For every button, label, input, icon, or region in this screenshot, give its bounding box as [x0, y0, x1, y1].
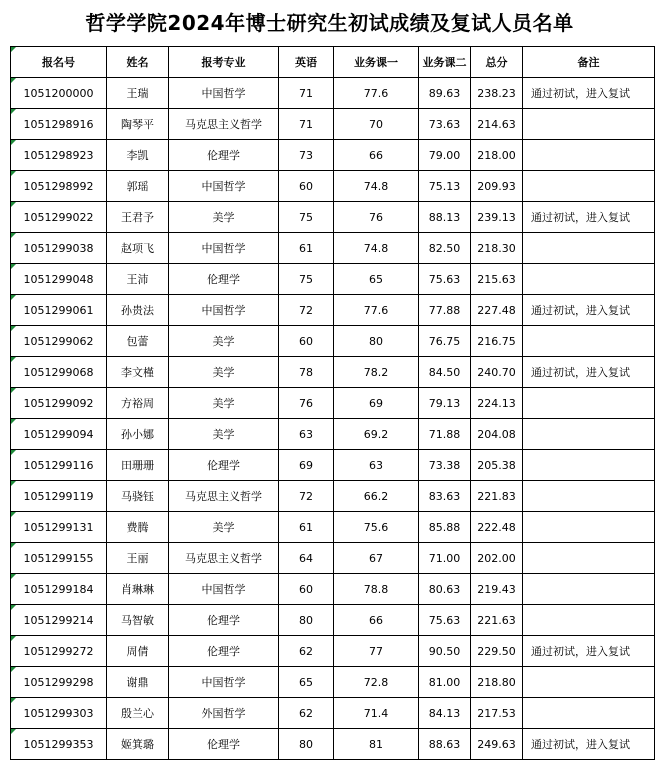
- english-cell[interactable]: 72: [279, 295, 334, 326]
- total-cell[interactable]: 202.00: [471, 543, 523, 574]
- error-indicator-icon: [11, 481, 16, 486]
- course1-cell[interactable]: 76: [334, 202, 419, 233]
- course2-cell[interactable]: 82.50: [419, 233, 471, 264]
- note-cell[interactable]: [523, 419, 655, 450]
- note-cell[interactable]: 通过初试，进入复试: [523, 78, 655, 109]
- reg-number-cell[interactable]: [11, 605, 107, 636]
- total-cell[interactable]: 214.63: [471, 109, 523, 140]
- course1-cell[interactable]: 80: [334, 326, 419, 357]
- major-cell[interactable]: 伦理学: [169, 140, 279, 171]
- note-cell[interactable]: 通过初试，进入复试: [523, 357, 655, 388]
- error-indicator-icon: [11, 140, 16, 145]
- course1-cell[interactable]: 75.6: [334, 512, 419, 543]
- reg-number-cell[interactable]: [11, 729, 107, 760]
- english-cell[interactable]: 80: [279, 729, 334, 760]
- note-cell[interactable]: [523, 388, 655, 419]
- name-cell[interactable]: 王瑞: [107, 78, 169, 109]
- course1-cell[interactable]: 65: [334, 264, 419, 295]
- major-cell[interactable]: 美学: [169, 419, 279, 450]
- name-cell[interactable]: 李文槿: [107, 357, 169, 388]
- cell-text: 1051299119: [23, 489, 94, 503]
- course1-cell[interactable]: 63: [334, 450, 419, 481]
- table-row[interactable]: [11, 543, 655, 574]
- total-cell[interactable]: 222.48: [471, 512, 523, 543]
- name-cell[interactable]: 方裕周: [107, 388, 169, 419]
- total-cell[interactable]: 227.48: [471, 295, 523, 326]
- error-indicator-icon: [11, 636, 16, 641]
- table-row[interactable]: [11, 636, 655, 667]
- total-cell[interactable]: 240.70: [471, 357, 523, 388]
- table-row[interactable]: [11, 419, 655, 450]
- table-row[interactable]: [11, 512, 655, 543]
- table-body: [11, 78, 655, 760]
- reg-number-cell[interactable]: [11, 109, 107, 140]
- error-indicator-icon: [11, 698, 16, 703]
- error-indicator-icon: [11, 233, 16, 238]
- english-cell[interactable]: 76: [279, 388, 334, 419]
- reg-number-cell[interactable]: [11, 326, 107, 357]
- major-cell[interactable]: 美学: [169, 357, 279, 388]
- course1-cell[interactable]: 74.8: [334, 233, 419, 264]
- cell-text: 1051299068: [23, 365, 94, 379]
- cell-text: 1051299062: [23, 334, 94, 348]
- total-cell[interactable]: 218.30: [471, 233, 523, 264]
- name-cell[interactable]: 王君予: [107, 202, 169, 233]
- cell-text: 1051299155: [23, 551, 94, 565]
- cell-text: 1051299298: [23, 675, 94, 689]
- error-indicator-icon: [11, 202, 16, 207]
- column-header[interactable]: 英语: [279, 47, 334, 78]
- name-cell[interactable]: 王沛: [107, 264, 169, 295]
- table-row[interactable]: [11, 450, 655, 481]
- page-title: 哲学学院2024年博士研究生初试成绩及复试人员名单: [85, 11, 574, 35]
- table-row[interactable]: [11, 574, 655, 605]
- name-cell[interactable]: 马骁钰: [107, 481, 169, 512]
- error-indicator-icon: [11, 667, 16, 672]
- english-cell[interactable]: 62: [279, 636, 334, 667]
- reg-number-cell[interactable]: [11, 171, 107, 202]
- course2-cell[interactable]: 88.13: [419, 202, 471, 233]
- note-cell[interactable]: [523, 233, 655, 264]
- course1-cell[interactable]: 81: [334, 729, 419, 760]
- table-row[interactable]: [11, 605, 655, 636]
- major-cell[interactable]: 马克思主义哲学: [169, 109, 279, 140]
- column-header[interactable]: 备注: [523, 47, 655, 78]
- error-indicator-icon: [11, 574, 16, 579]
- name-cell[interactable]: 马智敏: [107, 605, 169, 636]
- note-cell[interactable]: [523, 481, 655, 512]
- table-row[interactable]: [11, 698, 655, 729]
- course1-cell[interactable]: 78.8: [334, 574, 419, 605]
- name-cell[interactable]: 谢鼎: [107, 667, 169, 698]
- english-cell[interactable]: 69: [279, 450, 334, 481]
- total-cell[interactable]: 218.80: [471, 667, 523, 698]
- course2-cell[interactable]: 84.50: [419, 357, 471, 388]
- total-cell[interactable]: 238.23: [471, 78, 523, 109]
- note-cell[interactable]: [523, 264, 655, 295]
- reg-number-cell[interactable]: [11, 512, 107, 543]
- table-row[interactable]: [11, 202, 655, 233]
- total-cell[interactable]: 216.75: [471, 326, 523, 357]
- course2-cell[interactable]: 73.63: [419, 109, 471, 140]
- total-cell[interactable]: 217.53: [471, 698, 523, 729]
- major-cell[interactable]: 中国哲学: [169, 295, 279, 326]
- error-indicator-icon: [11, 171, 16, 176]
- major-cell[interactable]: 外国哲学: [169, 698, 279, 729]
- total-cell[interactable]: 224.13: [471, 388, 523, 419]
- error-indicator-icon: [11, 295, 16, 300]
- name-cell[interactable]: 王丽: [107, 543, 169, 574]
- reg-number-cell[interactable]: [11, 357, 107, 388]
- name-cell[interactable]: 孙小娜: [107, 419, 169, 450]
- cell-text: 1051299131: [23, 520, 94, 534]
- total-cell[interactable]: 215.63: [471, 264, 523, 295]
- english-cell[interactable]: 65: [279, 667, 334, 698]
- reg-number-cell[interactable]: [11, 233, 107, 264]
- course2-cell[interactable]: 75.13: [419, 171, 471, 202]
- cell-text: 1051299061: [23, 303, 94, 317]
- note-cell[interactable]: 通过初试，进入复试: [523, 295, 655, 326]
- table-row[interactable]: [11, 78, 655, 109]
- course2-cell[interactable]: 71.00: [419, 543, 471, 574]
- error-indicator-icon: [11, 512, 16, 517]
- english-cell[interactable]: 60: [279, 171, 334, 202]
- cell-text: 1051299094: [23, 427, 94, 441]
- total-cell[interactable]: 204.08: [471, 419, 523, 450]
- total-cell[interactable]: 205.38: [471, 450, 523, 481]
- reg-number-cell[interactable]: [11, 295, 107, 326]
- major-cell[interactable]: 中国哲学: [169, 78, 279, 109]
- note-cell[interactable]: [523, 543, 655, 574]
- course2-cell[interactable]: 90.50: [419, 636, 471, 667]
- english-cell[interactable]: 61: [279, 233, 334, 264]
- total-cell[interactable]: 229.50: [471, 636, 523, 667]
- major-cell[interactable]: 伦理学: [169, 450, 279, 481]
- major-cell[interactable]: 美学: [169, 326, 279, 357]
- total-cell[interactable]: 221.63: [471, 605, 523, 636]
- error-indicator-icon: [11, 47, 16, 52]
- course2-cell[interactable]: 71.88: [419, 419, 471, 450]
- note-cell[interactable]: 通过初试，进入复试: [523, 202, 655, 233]
- english-cell[interactable]: 60: [279, 326, 334, 357]
- error-indicator-icon: [11, 78, 16, 83]
- reg-number-cell[interactable]: [11, 78, 107, 109]
- cell-text: 1051298992: [23, 179, 94, 193]
- course1-cell[interactable]: 72.8: [334, 667, 419, 698]
- note-cell[interactable]: [523, 574, 655, 605]
- english-cell[interactable]: 73: [279, 140, 334, 171]
- english-cell[interactable]: 72: [279, 481, 334, 512]
- note-cell[interactable]: [523, 326, 655, 357]
- reg-number-cell[interactable]: [11, 388, 107, 419]
- english-cell[interactable]: 61: [279, 512, 334, 543]
- error-indicator-icon: [11, 109, 16, 114]
- course2-cell[interactable]: 75.63: [419, 605, 471, 636]
- table-row[interactable]: [11, 140, 655, 171]
- note-cell[interactable]: [523, 171, 655, 202]
- major-cell[interactable]: 中国哲学: [169, 574, 279, 605]
- column-header[interactable]: 业务课二: [419, 47, 471, 78]
- note-cell[interactable]: [523, 667, 655, 698]
- cell-text: 1051299184: [23, 582, 94, 596]
- english-cell[interactable]: 75: [279, 264, 334, 295]
- name-cell[interactable]: 赵项飞: [107, 233, 169, 264]
- reg-number-cell[interactable]: [11, 636, 107, 667]
- english-cell[interactable]: 80: [279, 605, 334, 636]
- major-cell[interactable]: 中国哲学: [169, 667, 279, 698]
- error-indicator-icon: [11, 605, 16, 610]
- cell-text: 1051299272: [23, 644, 94, 658]
- cell-text: 1051299048: [23, 272, 94, 286]
- course1-cell[interactable]: 69: [334, 388, 419, 419]
- name-cell[interactable]: 包蕾: [107, 326, 169, 357]
- english-cell[interactable]: 71: [279, 109, 334, 140]
- reg-number-cell[interactable]: [11, 264, 107, 295]
- table-row[interactable]: [11, 357, 655, 388]
- course2-cell[interactable]: 83.63: [419, 481, 471, 512]
- header-row: [11, 47, 655, 78]
- total-cell[interactable]: 218.00: [471, 140, 523, 171]
- column-header[interactable]: 总分: [471, 47, 523, 78]
- reg-number-cell[interactable]: [11, 419, 107, 450]
- english-cell[interactable]: 60: [279, 574, 334, 605]
- name-cell[interactable]: 郭瑶: [107, 171, 169, 202]
- table-row[interactable]: [11, 481, 655, 512]
- table-row[interactable]: [11, 667, 655, 698]
- error-indicator-icon: [11, 326, 16, 331]
- reg-number-cell[interactable]: [11, 698, 107, 729]
- name-cell[interactable]: 殷兰心: [107, 698, 169, 729]
- name-cell[interactable]: 田珊珊: [107, 450, 169, 481]
- name-cell[interactable]: 肖琳琳: [107, 574, 169, 605]
- cell-text: 1051200000: [23, 86, 94, 100]
- table-row[interactable]: [11, 388, 655, 419]
- table-row[interactable]: [11, 171, 655, 202]
- table-row[interactable]: [11, 109, 655, 140]
- course2-cell[interactable]: 89.63: [419, 78, 471, 109]
- note-cell[interactable]: 通过初试，进入复试: [523, 729, 655, 760]
- reg-number-cell[interactable]: [11, 481, 107, 512]
- course1-cell[interactable]: 66: [334, 605, 419, 636]
- reg-number-cell[interactable]: [11, 450, 107, 481]
- major-cell[interactable]: 伦理学: [169, 264, 279, 295]
- major-cell[interactable]: 美学: [169, 512, 279, 543]
- course2-cell[interactable]: 88.63: [419, 729, 471, 760]
- total-cell[interactable]: 249.63: [471, 729, 523, 760]
- major-cell[interactable]: 伦理学: [169, 729, 279, 760]
- english-cell[interactable]: 62: [279, 698, 334, 729]
- column-header[interactable]: 业务课一: [334, 47, 419, 78]
- error-indicator-icon: [11, 419, 16, 424]
- course2-cell[interactable]: 84.13: [419, 698, 471, 729]
- course1-cell[interactable]: 77: [334, 636, 419, 667]
- cell-text: 1051299092: [23, 396, 94, 410]
- note-cell[interactable]: [523, 698, 655, 729]
- column-header[interactable]: [11, 47, 107, 78]
- course2-cell[interactable]: 76.75: [419, 326, 471, 357]
- major-cell[interactable]: 美学: [169, 388, 279, 419]
- course2-cell[interactable]: 85.88: [419, 512, 471, 543]
- reg-number-cell[interactable]: [11, 202, 107, 233]
- cell-text: 1051298923: [23, 148, 94, 162]
- table-row[interactable]: [11, 264, 655, 295]
- major-cell[interactable]: 伦理学: [169, 605, 279, 636]
- total-cell[interactable]: 221.83: [471, 481, 523, 512]
- error-indicator-icon: [11, 264, 16, 269]
- column-header-label: 报名号: [42, 56, 75, 69]
- error-indicator-icon: [11, 388, 16, 393]
- name-cell[interactable]: 孙贵法: [107, 295, 169, 326]
- table-row[interactable]: [11, 233, 655, 264]
- note-cell[interactable]: [523, 512, 655, 543]
- note-cell[interactable]: [523, 109, 655, 140]
- reg-number-cell[interactable]: [11, 140, 107, 171]
- name-cell[interactable]: 陶琴平: [107, 109, 169, 140]
- name-cell[interactable]: 李凯: [107, 140, 169, 171]
- name-cell[interactable]: 费腾: [107, 512, 169, 543]
- course1-cell[interactable]: 67: [334, 543, 419, 574]
- major-cell[interactable]: 美学: [169, 202, 279, 233]
- course2-cell[interactable]: 75.63: [419, 264, 471, 295]
- course2-cell[interactable]: 77.88: [419, 295, 471, 326]
- error-indicator-icon: [11, 729, 16, 734]
- reg-number-cell[interactable]: [11, 574, 107, 605]
- total-cell[interactable]: 239.13: [471, 202, 523, 233]
- error-indicator-icon: [11, 357, 16, 362]
- english-cell[interactable]: 71: [279, 78, 334, 109]
- major-cell[interactable]: 马克思主义哲学: [169, 543, 279, 574]
- english-cell[interactable]: 63: [279, 419, 334, 450]
- cell-text: 1051299116: [23, 458, 94, 472]
- course1-cell[interactable]: 77.6: [334, 295, 419, 326]
- course1-cell[interactable]: 71.4: [334, 698, 419, 729]
- course1-cell[interactable]: 70: [334, 109, 419, 140]
- table-row[interactable]: [11, 295, 655, 326]
- course1-cell[interactable]: 66.2: [334, 481, 419, 512]
- score-table: [10, 46, 655, 760]
- course1-cell[interactable]: 66: [334, 140, 419, 171]
- error-indicator-icon: [11, 450, 16, 455]
- major-cell[interactable]: 中国哲学: [169, 171, 279, 202]
- course2-cell[interactable]: 81.00: [419, 667, 471, 698]
- total-cell[interactable]: 219.43: [471, 574, 523, 605]
- cell-text: 1051298916: [23, 117, 94, 131]
- note-cell[interactable]: [523, 450, 655, 481]
- error-indicator-icon: [11, 543, 16, 548]
- column-header[interactable]: 姓名: [107, 47, 169, 78]
- table-row[interactable]: [11, 326, 655, 357]
- note-cell[interactable]: [523, 605, 655, 636]
- course1-cell[interactable]: 69.2: [334, 419, 419, 450]
- english-cell[interactable]: 64: [279, 543, 334, 574]
- total-cell[interactable]: 209.93: [471, 171, 523, 202]
- cell-text: 1051299303: [23, 706, 94, 720]
- major-cell[interactable]: 伦理学: [169, 636, 279, 667]
- name-cell[interactable]: 姬箕璐: [107, 729, 169, 760]
- cell-text: 1051299022: [23, 210, 94, 224]
- column-header[interactable]: 报考专业: [169, 47, 279, 78]
- major-cell[interactable]: 马克思主义哲学: [169, 481, 279, 512]
- cell-text: 1051299214: [23, 613, 94, 627]
- major-cell[interactable]: 中国哲学: [169, 233, 279, 264]
- english-cell[interactable]: 78: [279, 357, 334, 388]
- reg-number-cell[interactable]: [11, 543, 107, 574]
- name-cell[interactable]: 周倩: [107, 636, 169, 667]
- cell-text: 1051299353: [23, 737, 94, 751]
- reg-number-cell[interactable]: [11, 667, 107, 698]
- course1-cell[interactable]: 78.2: [334, 357, 419, 388]
- course2-cell[interactable]: 79.00: [419, 140, 471, 171]
- cell-text: 1051299038: [23, 241, 94, 255]
- table-row[interactable]: [11, 729, 655, 760]
- note-cell[interactable]: 通过初试，进入复试: [523, 636, 655, 667]
- note-cell[interactable]: [523, 140, 655, 171]
- course2-cell[interactable]: 80.63: [419, 574, 471, 605]
- course1-cell[interactable]: 77.6: [334, 78, 419, 109]
- english-cell[interactable]: 75: [279, 202, 334, 233]
- course2-cell[interactable]: 79.13: [419, 388, 471, 419]
- course2-cell[interactable]: 73.38: [419, 450, 471, 481]
- course1-cell[interactable]: 74.8: [334, 171, 419, 202]
